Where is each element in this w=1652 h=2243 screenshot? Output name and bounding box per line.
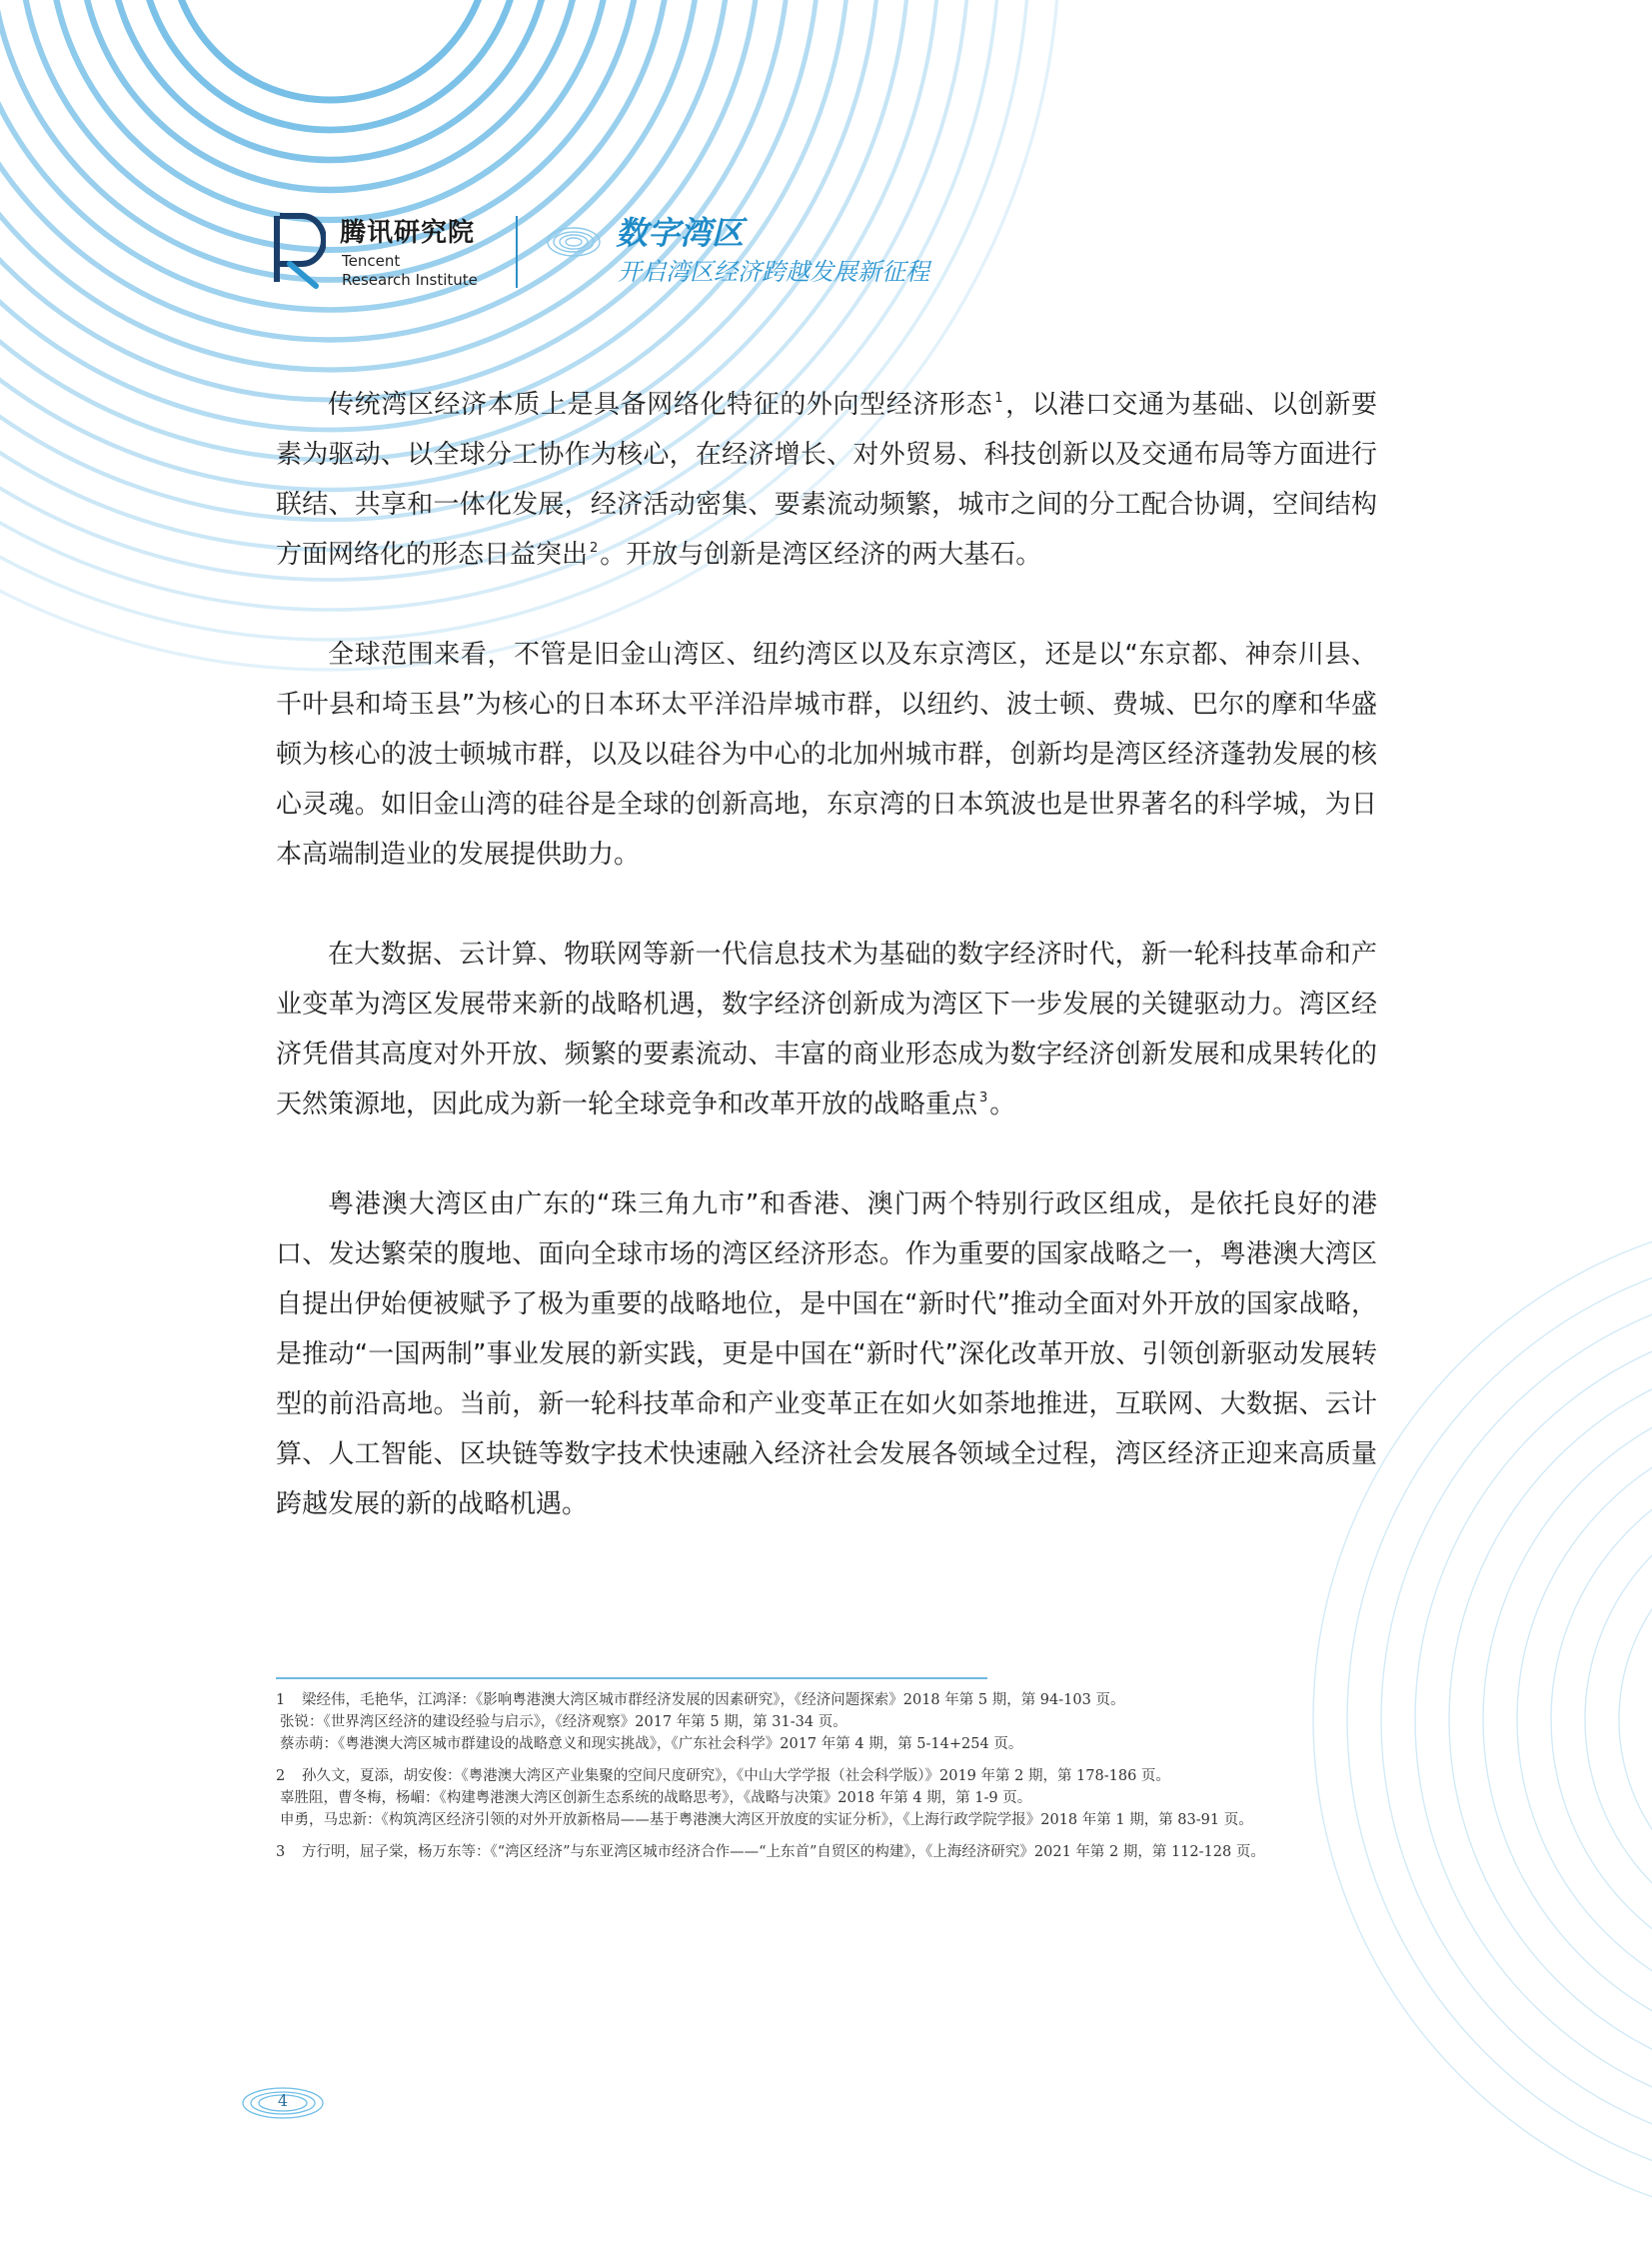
footnote-text: 方行明，屈子棠，杨万东等：《“湾区经济”与东亚湾区城市经济合作——“上东首”自贸区的构建》，《上海经济研究》2021 年第 2 期，第 112-128 页。 — [302, 1844, 1265, 1860]
org-name-en-line2: Research Institute — [342, 271, 478, 289]
paragraph-4: 粤港澳大湾区由广东的“珠三角九市”和香港、澳门两个特别行政区组成，是依托良好的港口、发达繁荣的腹地、面向全球市场的湾区经济形态。作为重要的国家战略之一，粤港澳大湾区自提出伊始便被赋予了极为重要的战略地位，是中国在“新时代”推动全面对外开放的国家战略，是推动“一国两制”事业发展的新实践，更是中国在“新时代”深化改革开放、引领创新驱动发展转型的前沿高地。当前，新一轮科技革命和产业变革正在如火如荼地推进，互联网、大数据、云计算、人工智能、区块链等数字技术快速融入经济社会发展各领域全过程，湾区经济正迎来高质量跨越发展的新的战略机遇。 — [276, 1189, 1377, 1519]
paragraph-3 — [276, 930, 1377, 1129]
paragraph-2: 全球范围来看，不管是旧金山湾区、纽约湾区以及东京湾区，还是以“东京都、神奈川县、千叶县和埼玉县”为核心的日本环太平洋沿岸城市群，以纽约、波士顿、费城、巴尔的摩和华盛顿为核心的波士顿城市群，以及以硅谷为中心的北加州城市群，创新均是湾区经济蓬勃发展的核心灵魂。如旧金山湾的硅谷是全球的创新高地，东京湾的日本筑波也是世界著名的科学城，为日本高端制造业的发展提供助力。 — [276, 640, 1377, 870]
footnote-number: 1 — [276, 1692, 286, 1708]
footnote-1 — [276, 1689, 1395, 1755]
footnote-ref-2[interactable]: 2 — [590, 541, 599, 556]
paragraph-1-part-b: ，以港口交通为基础、以创新要素为驱动、以全球分工协作为核心，在经济增长、对外贸易、科技创新以及交通布局等方面进行联结、共享和一体化发展，经济活动密集、要素流动频繁，城市之间的分工配合协调，空间结构方面网络化的形态日益突出 — [276, 390, 1377, 570]
footnote-line — [276, 1841, 1395, 1863]
paragraph-3-part-b: 。 — [989, 1090, 1016, 1120]
digital-wave-icon — [546, 214, 606, 274]
footnote-number: 2 — [276, 1768, 286, 1784]
page-number: 4 — [277, 2091, 289, 2110]
footnotes — [276, 1677, 1395, 1873]
paragraph-3-part-a: 在大数据、云计算、物联网等新一代信息技术为基础的数字经济时代，新一轮科技革命和产业变革为湾区发展带来新的战略机遇，数字经济创新成为湾区下一步发展的关键驱动力。湾区经济凭借其高度对外开放、频繁的要素流动、丰富的商业形态成为数字经济创新发展和成果转化的天然策源地，因此成为新一轮全球竞争和改革开放的战略重点 — [276, 940, 1377, 1120]
decorative-ring — [1551, 1451, 1652, 1987]
org-name-cn: 腾讯研究院 — [340, 218, 476, 248]
page-number-badge — [240, 2081, 326, 2125]
paragraph-1 — [276, 380, 1377, 580]
footnote-rule — [276, 1677, 987, 1679]
decorative-ring — [1483, 1383, 1652, 2055]
footnote-text: 梁经伟，毛艳华，江鸿泽：《影响粤港澳大湾区城市群经济发展的因素研究》，《经济问题探索》2018 年第 5 期，第 94-103 页。 — [302, 1692, 1125, 1708]
footnote-line: 辜胜阻，曹冬梅，杨嵋：《构建粤港澳大湾区创新生态系统的战略思考》，《战略与决策》2018 年第 4 期，第 1-9 页。 — [280, 1790, 1032, 1806]
paragraph-1-part-a: 传统湾区经济本质上是具备网络化特征的外向型经济形态 — [328, 390, 993, 420]
footnote-ref-1[interactable]: 1 — [994, 391, 1003, 406]
footnote-2 — [276, 1765, 1395, 1831]
footnote-line: 蔡赤萌：《粤港澳大湾区城市群建设的战略意义和现实挑战》，《广东社会科学》2017 年第 4 期，第 5-14+254 页。 — [280, 1736, 1023, 1752]
report-subtitle: 开启湾区经济跨越发展新征程 — [618, 258, 929, 286]
decorative-ring — [140, 0, 520, 130]
body-text — [276, 380, 1377, 1579]
footnote-3 — [276, 1841, 1395, 1863]
footnote-line — [276, 1765, 1395, 1787]
decorative-ring — [1415, 1315, 1652, 2123]
header-divider — [516, 216, 518, 288]
footnote-line: 申勇，马忠新：《构筑湾区经济引领的对外开放新格局——基于粤港澳大湾区开放度的实证分析》，《上海行政学院学报》2018 年第 1 期，第 83-91 页。 — [280, 1812, 1253, 1828]
page-header — [268, 206, 987, 294]
paragraph-1-part-c: 。开放与创新是湾区经济的两大基石。 — [600, 540, 1042, 570]
footnote-line — [276, 1689, 1395, 1711]
footnote-text: 孙久文，夏添，胡安俊：《粤港澳大湾区产业集聚的空间尺度研究》，《中山大学学报（社会科学版）》2019 年第 2 期，第 178-186 页。 — [302, 1768, 1170, 1784]
decorative-ring — [1619, 1519, 1652, 1919]
report-title: 数字湾区 — [616, 214, 745, 252]
decorative-ring — [170, 0, 490, 100]
footnote-ref-3[interactable]: 3 — [979, 1091, 988, 1106]
org-name-en-line1: Tencent — [342, 252, 401, 270]
footnote-number: 3 — [276, 1844, 286, 1860]
tencent-research-logo-icon — [268, 212, 326, 290]
footnote-line: 张锐：《世界湾区经济的建设经验与启示》，《经济观察》2017 年第 5 期，第 31-34 页。 — [280, 1714, 847, 1730]
